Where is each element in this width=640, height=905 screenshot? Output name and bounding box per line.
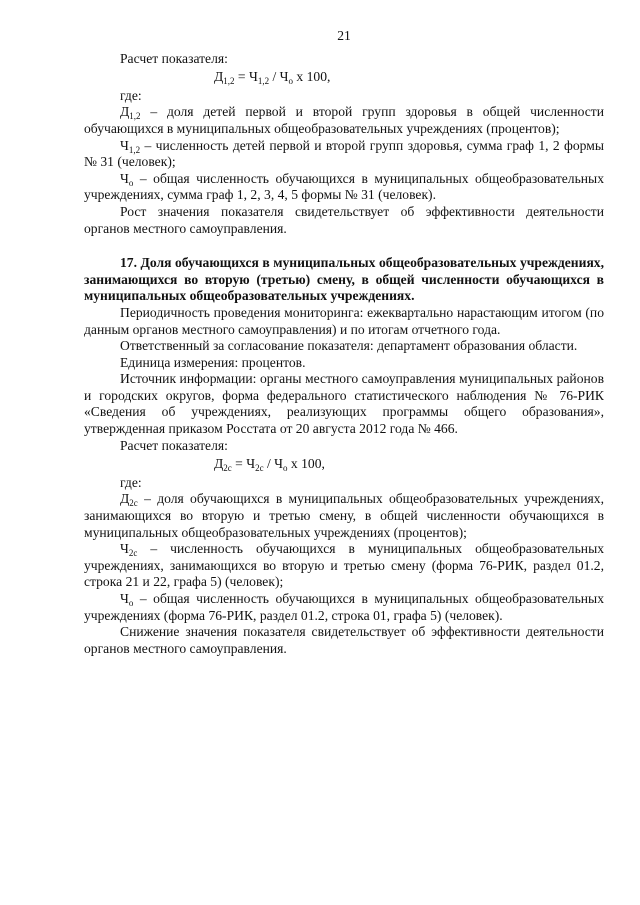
formula-2: $Д_{2с} = Ч_{2с} / Ч_о$ х 100,: [214, 456, 325, 474]
definition-d2c: $Д_{2с}$ – доля обучающихся в муниципальных общеобразовательных учреждениях, занимающихся во вторую и третью смену, в общей численности обучающихся в муниципальных общеобразовательных учреждениях (процентов);: [84, 491, 604, 540]
conclusion-1: Рост значения показателя свидетельствует об эффективности деятельности органов местного самоуправления.: [84, 203, 604, 236]
responsible: Ответственный за согласование показателя: департамент образования области.: [120, 338, 578, 354]
section-heading-17: 17. Доля обучающихся в муниципальных общеобразовательных учреждениях, занимающихся во вторую (третью) смену, в общей численности обучающихся в муниципальных общеобразовательных учреждениях.: [84, 255, 604, 304]
source: Источник информации: органы местного самоуправления муниципальных районов и городских округов, форма федерального статистического наблюдения № 76-РИК «Сведения об учреждениях, реализующих программы общего образования», утвержденная приказом Росстата от 20 августа 2012 года № 466.: [84, 371, 604, 437]
definition-d12: $Д_{1,2}$ – доля детей первой и второй групп здоровья в общей численности обучающихся в муниципальных общеобразовательных учреждениях (процентов);: [84, 104, 604, 136]
where-label-2: где:: [120, 474, 142, 490]
page-number: 21: [337, 28, 351, 43]
definition-ch12: $Ч_{1,2}$ – численность детей первой и второй групп здоровья, сумма граф 1, 2 формы № 31 (человек);: [84, 137, 604, 170]
unit: Единица измерения: процентов.: [120, 354, 306, 370]
formula-1: $Д_{1,2} = Ч_{1,2} / Ч_о$ х 100,: [214, 69, 331, 87]
definition-ch2c: $Ч_{2с}$ – численность обучающихся в муниципальных общеобразовательных учреждениях, занимающихся во вторую и третью смену (форма 76-РИК, раздел 01.2, строка 21 и 22, графа 5) (человек);: [84, 541, 604, 590]
definition-cho: $Ч_о$ – общая численность обучающихся в муниципальных общеобразовательных учреждениях, сумма граф 1, 2, 3, 4, 5 формы № 31 (человек).: [84, 170, 604, 203]
periodicity: Периодичность проведения мониторинга: ежеквартально нарастающим итогом (по данным органов местного самоуправления) и по итогам отчетного года.: [84, 304, 604, 337]
conclusion-2: Снижение значения показателя свидетельствует об эффективности деятельности органов местного самоуправления.: [84, 624, 604, 656]
calc-label-2: Расчет показателя:: [120, 437, 228, 453]
definition-cho-2: $Ч_о$ – общая численность обучающихся в муниципальных общеобразовательных учреждениях (форма 76-РИК, раздел 01.2, строка 01, графа 5) (человек).: [84, 591, 604, 623]
where-label: где:: [120, 87, 142, 103]
calc-label: Расчет показателя:: [120, 50, 228, 66]
section-gap: [84, 237, 604, 255]
